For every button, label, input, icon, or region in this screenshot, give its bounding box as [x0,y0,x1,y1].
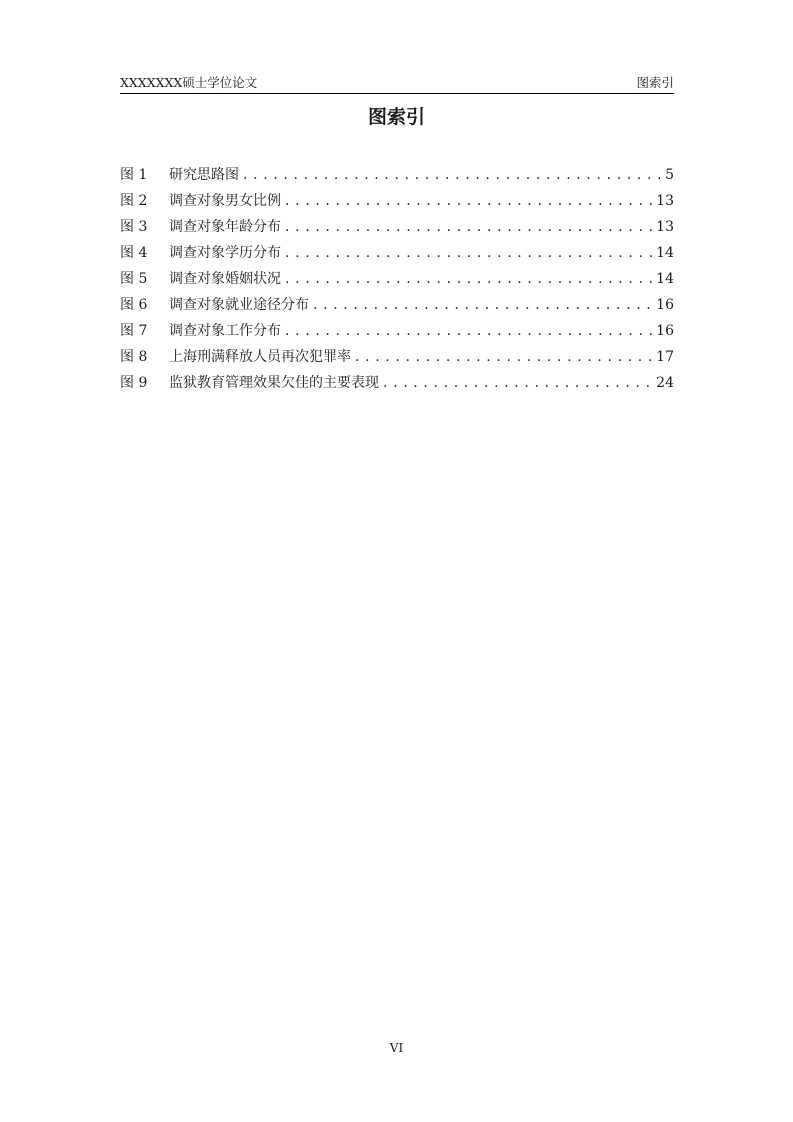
figure-index-entry[interactable] [120,268,674,294]
page-number: 14 [656,245,674,261]
figure-number: 图 5 [120,271,148,287]
figure-title: 调查对象年龄分布 [169,219,281,235]
page-number: 16 [656,297,674,313]
figure-title: 调查对象婚姻状况 [169,271,281,287]
dot-leader [285,216,652,238]
figure-title: 调查对象学历分布 [169,245,281,261]
dot-leader [285,268,652,290]
figure-title: 调查对象男女比例 [169,193,281,209]
page-title: 图索引 [367,106,425,128]
dot-leader [285,242,652,264]
figure-title: 上海刑满释放人员再次犯罪率 [169,349,351,365]
figure-title: 调查对象工作分布 [169,323,281,339]
page-number: 17 [656,349,674,365]
figure-number: 图 2 [120,193,148,209]
page-number: 14 [656,271,674,287]
page-number: 24 [656,375,674,391]
figure-index-entry[interactable] [120,320,674,346]
page-number: 5 [665,167,674,183]
figure-index-entry[interactable] [120,164,674,190]
page-number: 16 [656,323,674,339]
figure-index-entry[interactable] [120,242,674,268]
page-number: 13 [656,193,674,209]
header-thesis-title: XXXXXXX硕士学位论文 [120,75,258,90]
figure-index-entry[interactable] [120,216,674,242]
figure-index-entry[interactable] [120,294,674,320]
figure-number: 图 3 [120,219,148,235]
figure-title: 监狱教育管理效果欠佳的主要表现 [169,375,379,391]
figure-number: 图 4 [120,245,148,261]
figure-index-entry[interactable] [120,190,674,216]
page-number: 13 [656,219,674,235]
figure-number: 图 8 [120,349,148,365]
dot-leader [383,372,652,394]
figure-title: 调查对象就业途径分布 [169,297,309,313]
header-section-title: 图索引 [636,75,674,90]
figure-index-entry[interactable] [120,346,674,372]
dot-leader [243,164,660,186]
figure-index-entry[interactable] [120,372,674,398]
dot-leader [355,346,652,368]
running-header [120,75,674,94]
dot-leader [285,320,652,342]
figure-number: 图 7 [120,323,148,339]
figure-number: 图 9 [120,375,148,391]
figure-title: 研究思路图 [169,167,239,183]
dot-leader [313,294,652,316]
dot-leader [285,190,652,212]
figure-number: 图 6 [120,297,148,313]
figure-number: 图 1 [120,167,148,183]
page-footer-number: VI [389,1041,404,1055]
figure-index-list [120,164,674,398]
